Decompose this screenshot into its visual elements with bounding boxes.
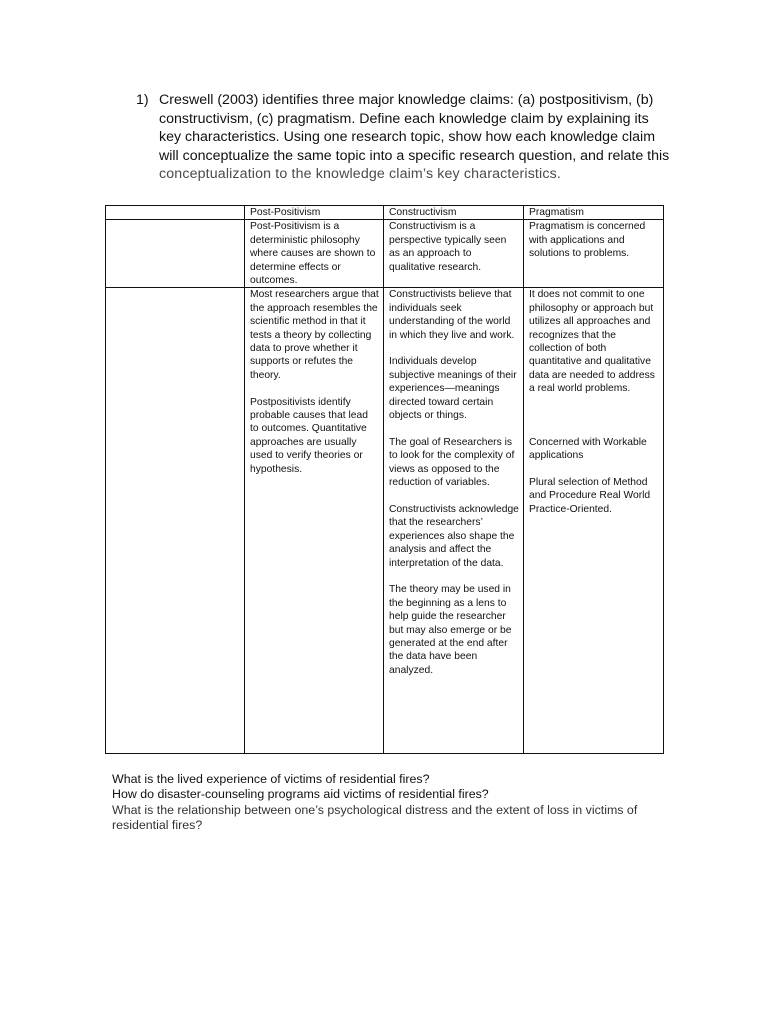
research-questions	[112, 772, 672, 834]
characteristic-paragraph: Concerned with Workable applications	[529, 436, 647, 462]
research-question: What is the relationship between one’s psychological distress and the extent of loss in victims of residential fires?	[112, 802, 638, 833]
characteristics-post-positivism	[245, 288, 384, 754]
header-cell-empty	[106, 206, 245, 220]
characteristic-paragraph: Plural selection of Method and Procedure Real World Practice-Oriented.	[529, 477, 651, 515]
row-label-cell	[106, 288, 245, 754]
characteristics-pragmatism	[524, 288, 664, 754]
characteristic-paragraph: Constructivists believe that individuals seek understanding of the world in which they live and work.	[389, 289, 515, 341]
header-pragmatism: Pragmatism	[524, 206, 664, 220]
research-question: How do disaster-counseling programs aid victims of residential fires?	[112, 787, 489, 802]
table-row-definitions	[106, 220, 664, 288]
question-line: Creswell (2003) identifies three major knowledge claims: (a) postpositivism, (b)	[159, 92, 654, 108]
question-line: will conceptualize the same topic into a specific research question, and relate this	[159, 147, 670, 164]
question-text	[159, 91, 676, 184]
question-line: constructivism, (c) pragmatism. Define each knowledge claim by explaining its	[159, 110, 649, 127]
definition-post-positivism: Post-Positivism is a deterministic philosophy where causes are shown to determine effects or outcomes.	[245, 220, 384, 288]
characteristic-paragraph: Individuals develop subjective meanings of their experiences—meanings directed toward certain objects or things.	[389, 356, 517, 422]
characteristic-paragraph: Constructivists acknowledge that the researchers’ experiences also shape the analysis and affect the interpretation of the data.	[389, 503, 519, 569]
characteristic-paragraph: Postpositivists identify probable causes that lead to outcomes. Quantitative approaches are usually used to verify theories or hypothesis.	[250, 396, 368, 475]
header-constructivism: Constructivism	[384, 206, 524, 220]
header-post-positivism: Post-Positivism	[245, 206, 384, 220]
characteristic-paragraph: Most researchers argue that the approach resembles the scientific method in that it tests a theory by collecting data to prove whether it supports or refutes the theory.	[250, 289, 379, 381]
definition-pragmatism: Pragmatism is concerned with applications and solutions to problems.	[524, 220, 664, 288]
characteristics-constructivism	[384, 288, 524, 754]
characteristic-paragraph: The theory may be used in the beginning as a lens to help guide the researcher but may also emerge or be generated at the end after the data have been analyzed.	[389, 584, 512, 676]
assignment-question	[136, 91, 676, 184]
characteristic-paragraph: It does not commit to one philosophy or approach but utilizes all approaches and recognizes that the collection of both quantitative and qualitative data are needed to address a real world problems.	[529, 289, 655, 395]
knowledge-claims-table	[105, 205, 664, 754]
question-number: 1)	[136, 92, 149, 108]
definition-constructivism: Constructivism is a perspective typically seen as an approach to qualitative research.	[384, 220, 524, 288]
row-label-cell	[106, 220, 245, 288]
question-line: conceptualization to the knowledge claim’s key characteristics.	[159, 166, 561, 183]
research-question: What is the lived experience of victims of residential fires?	[112, 772, 430, 786]
characteristic-paragraph: The goal of Researchers is to look for the complexity of views as opposed to the reduction of variables.	[389, 436, 515, 489]
table-header-row	[106, 206, 664, 220]
question-line: key characteristics. Using one research topic, show how each knowledge claim	[159, 129, 656, 146]
table-row-characteristics	[106, 288, 664, 754]
